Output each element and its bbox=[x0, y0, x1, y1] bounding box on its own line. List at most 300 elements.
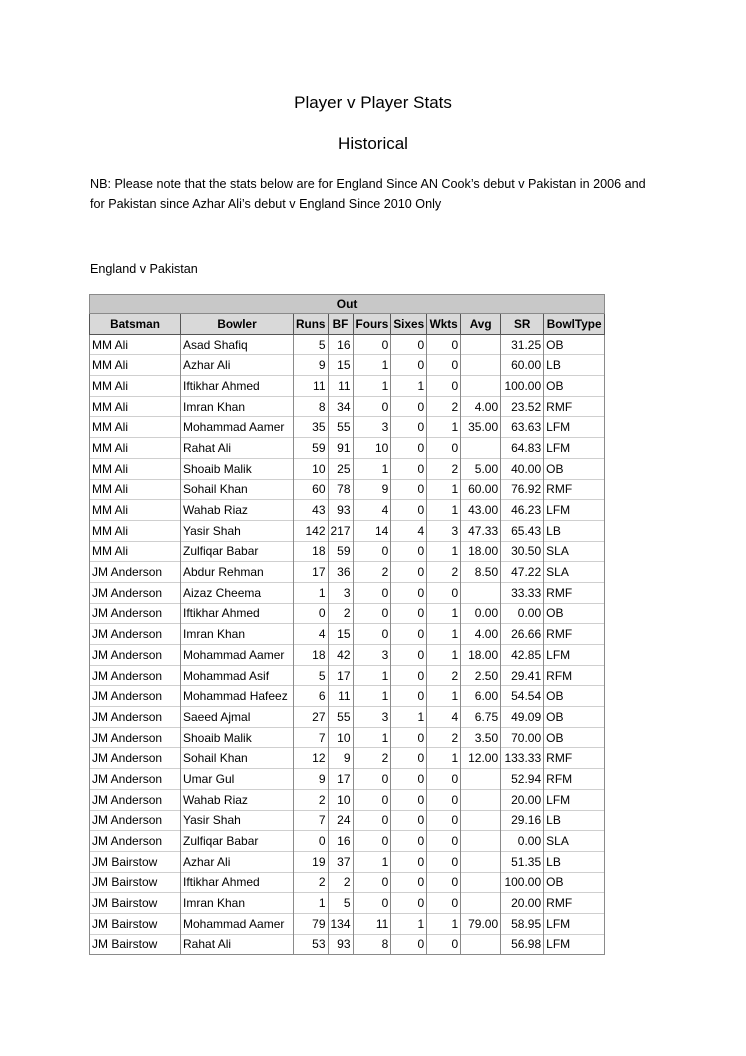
cell-sr: 47.22 bbox=[501, 562, 544, 583]
cell-sixes: 0 bbox=[391, 665, 427, 686]
cell-fours: 0 bbox=[353, 582, 391, 603]
cell-wkts: 1 bbox=[427, 645, 461, 666]
cell-fours: 0 bbox=[353, 789, 391, 810]
cell-sixes: 1 bbox=[391, 707, 427, 728]
cell-bowler: Rahat Ali bbox=[181, 438, 294, 459]
table-row bbox=[90, 355, 605, 376]
cell-runs: 19 bbox=[294, 851, 329, 872]
cell-bowler: Abdur Rehman bbox=[181, 562, 294, 583]
cell-wkts: 4 bbox=[427, 707, 461, 728]
cell-bowler: Saeed Ajmal bbox=[181, 707, 294, 728]
cell-wkts: 0 bbox=[427, 810, 461, 831]
column-header-avg: Avg bbox=[461, 314, 501, 335]
cell-bf: 9 bbox=[328, 748, 353, 769]
cell-batsman: MM Ali bbox=[90, 520, 181, 541]
table-row bbox=[90, 686, 605, 707]
cell-runs: 4 bbox=[294, 624, 329, 645]
cell-wkts: 1 bbox=[427, 624, 461, 645]
cell-fours: 1 bbox=[353, 686, 391, 707]
cell-runs: 60 bbox=[294, 479, 329, 500]
cell-sr: 29.41 bbox=[501, 665, 544, 686]
cell-fours: 10 bbox=[353, 438, 391, 459]
cell-fours: 1 bbox=[353, 727, 391, 748]
cell-bowltype: OB bbox=[544, 707, 605, 728]
cell-avg: 3.50 bbox=[461, 727, 501, 748]
cell-avg: 5.00 bbox=[461, 458, 501, 479]
column-header-sr: SR bbox=[501, 314, 544, 335]
cell-sr: 31.25 bbox=[501, 334, 544, 355]
cell-fours: 2 bbox=[353, 562, 391, 583]
note-paragraph: NB: Please note that the stats below are for England Since AN Cook’s debut v Pakistan in 2006 and for Pakistan since Azhar Ali’s debut v England Since 2010 Only bbox=[90, 177, 646, 211]
cell-batsman: JM Anderson bbox=[90, 831, 181, 852]
cell-fours: 1 bbox=[353, 665, 391, 686]
cell-bowler: Mohammad Asif bbox=[181, 665, 294, 686]
table-row bbox=[90, 438, 605, 459]
cell-batsman: MM Ali bbox=[90, 438, 181, 459]
cell-fours: 1 bbox=[353, 355, 391, 376]
cell-batsman: JM Bairstow bbox=[90, 893, 181, 914]
cell-fours: 0 bbox=[353, 334, 391, 355]
table-row bbox=[90, 458, 605, 479]
column-header-wkts: Wkts bbox=[427, 314, 461, 335]
cell-fours: 0 bbox=[353, 603, 391, 624]
cell-sixes: 0 bbox=[391, 396, 427, 417]
cell-sixes: 0 bbox=[391, 851, 427, 872]
column-header-sixes: Sixes bbox=[391, 314, 427, 335]
cell-bowltype: LFM bbox=[544, 500, 605, 521]
cell-avg bbox=[461, 376, 501, 397]
cell-sr: 40.00 bbox=[501, 458, 544, 479]
cell-bowltype: SLA bbox=[544, 541, 605, 562]
cell-bf: 15 bbox=[328, 355, 353, 376]
cell-fours: 0 bbox=[353, 396, 391, 417]
cell-avg: 2.50 bbox=[461, 665, 501, 686]
cell-fours: 3 bbox=[353, 417, 391, 438]
table-row bbox=[90, 769, 605, 790]
table-row bbox=[90, 541, 605, 562]
cell-bf: 134 bbox=[328, 913, 353, 934]
cell-bf: 42 bbox=[328, 645, 353, 666]
cell-bowltype: LFM bbox=[544, 645, 605, 666]
cell-avg bbox=[461, 438, 501, 459]
cell-bowler: Mohammad Aamer bbox=[181, 417, 294, 438]
cell-bf: 25 bbox=[328, 458, 353, 479]
cell-wkts: 2 bbox=[427, 458, 461, 479]
cell-runs: 27 bbox=[294, 707, 329, 728]
cell-sixes: 0 bbox=[391, 831, 427, 852]
cell-sixes: 0 bbox=[391, 893, 427, 914]
cell-wkts: 1 bbox=[427, 686, 461, 707]
cell-sr: 0.00 bbox=[501, 603, 544, 624]
cell-sr: 29.16 bbox=[501, 810, 544, 831]
cell-bowler: Mohammad Hafeez bbox=[181, 686, 294, 707]
cell-bf: 37 bbox=[328, 851, 353, 872]
cell-bf: 93 bbox=[328, 500, 353, 521]
cell-bf: 59 bbox=[328, 541, 353, 562]
cell-sr: 26.66 bbox=[501, 624, 544, 645]
cell-avg: 0.00 bbox=[461, 603, 501, 624]
cell-wkts: 2 bbox=[427, 727, 461, 748]
cell-runs: 1 bbox=[294, 893, 329, 914]
cell-bowler: Wahab Riaz bbox=[181, 500, 294, 521]
cell-avg: 6.00 bbox=[461, 686, 501, 707]
cell-wkts: 0 bbox=[427, 934, 461, 955]
cell-wkts: 0 bbox=[427, 831, 461, 852]
cell-runs: 2 bbox=[294, 872, 329, 893]
cell-bowltype: OB bbox=[544, 727, 605, 748]
cell-bowltype: LFM bbox=[544, 789, 605, 810]
cell-bowler: Aizaz Cheema bbox=[181, 582, 294, 603]
cell-sr: 58.95 bbox=[501, 913, 544, 934]
cell-avg bbox=[461, 582, 501, 603]
cell-bowler: Asad Shafiq bbox=[181, 334, 294, 355]
cell-batsman: JM Anderson bbox=[90, 624, 181, 645]
cell-sixes: 1 bbox=[391, 376, 427, 397]
cell-runs: 10 bbox=[294, 458, 329, 479]
cell-batsman: JM Bairstow bbox=[90, 872, 181, 893]
cell-runs: 6 bbox=[294, 686, 329, 707]
cell-bowltype: RMF bbox=[544, 624, 605, 645]
cell-wkts: 2 bbox=[427, 396, 461, 417]
cell-bf: 17 bbox=[328, 769, 353, 790]
cell-runs: 0 bbox=[294, 603, 329, 624]
cell-avg: 43.00 bbox=[461, 500, 501, 521]
cell-sr: 60.00 bbox=[501, 355, 544, 376]
cell-bowltype: LB bbox=[544, 355, 605, 376]
table-row bbox=[90, 707, 605, 728]
cell-avg bbox=[461, 851, 501, 872]
cell-batsman: MM Ali bbox=[90, 479, 181, 500]
cell-runs: 5 bbox=[294, 334, 329, 355]
table-row bbox=[90, 789, 605, 810]
cell-sixes: 0 bbox=[391, 645, 427, 666]
cell-batsman: JM Anderson bbox=[90, 810, 181, 831]
cell-bowler: Yasir Shah bbox=[181, 810, 294, 831]
cell-wkts: 0 bbox=[427, 438, 461, 459]
cell-avg bbox=[461, 810, 501, 831]
cell-sixes: 4 bbox=[391, 520, 427, 541]
table-row bbox=[90, 748, 605, 769]
column-header-fours: Fours bbox=[353, 314, 391, 335]
cell-sixes: 0 bbox=[391, 624, 427, 645]
cell-sr: 56.98 bbox=[501, 934, 544, 955]
cell-fours: 14 bbox=[353, 520, 391, 541]
cell-bf: 93 bbox=[328, 934, 353, 955]
cell-avg bbox=[461, 355, 501, 376]
cell-bowler: Zulfiqar Babar bbox=[181, 831, 294, 852]
cell-batsman: MM Ali bbox=[90, 541, 181, 562]
cell-bowltype: LFM bbox=[544, 934, 605, 955]
section-heading: England v Pakistan bbox=[90, 262, 198, 276]
cell-bf: 3 bbox=[328, 582, 353, 603]
cell-wkts: 2 bbox=[427, 562, 461, 583]
cell-bowltype: RMF bbox=[544, 396, 605, 417]
cell-bf: 11 bbox=[328, 376, 353, 397]
cell-runs: 79 bbox=[294, 913, 329, 934]
cell-runs: 18 bbox=[294, 645, 329, 666]
column-header-row bbox=[90, 314, 605, 335]
page-subtitle: Historical bbox=[338, 134, 408, 153]
cell-batsman: MM Ali bbox=[90, 396, 181, 417]
cell-fours: 1 bbox=[353, 851, 391, 872]
cell-bowltype: RMF bbox=[544, 748, 605, 769]
cell-bowltype: RFM bbox=[544, 665, 605, 686]
cell-runs: 9 bbox=[294, 355, 329, 376]
cell-bowler: Iftikhar Ahmed bbox=[181, 603, 294, 624]
cell-runs: 8 bbox=[294, 396, 329, 417]
cell-bowltype: RMF bbox=[544, 582, 605, 603]
cell-bowler: Rahat Ali bbox=[181, 934, 294, 955]
cell-avg bbox=[461, 934, 501, 955]
cell-fours: 0 bbox=[353, 624, 391, 645]
cell-bowltype: RMF bbox=[544, 479, 605, 500]
cell-fours: 1 bbox=[353, 376, 391, 397]
cell-runs: 53 bbox=[294, 934, 329, 955]
cell-sixes: 0 bbox=[391, 748, 427, 769]
table-row bbox=[90, 520, 605, 541]
cell-batsman: JM Anderson bbox=[90, 686, 181, 707]
cell-runs: 9 bbox=[294, 769, 329, 790]
cell-fours: 1 bbox=[353, 458, 391, 479]
table-row bbox=[90, 624, 605, 645]
cell-runs: 7 bbox=[294, 810, 329, 831]
cell-bowltype: OB bbox=[544, 686, 605, 707]
cell-avg: 4.00 bbox=[461, 396, 501, 417]
cell-bowler: Iftikhar Ahmed bbox=[181, 376, 294, 397]
cell-sr: 65.43 bbox=[501, 520, 544, 541]
cell-batsman: JM Anderson bbox=[90, 603, 181, 624]
cell-avg: 18.00 bbox=[461, 645, 501, 666]
cell-bowltype: OB bbox=[544, 334, 605, 355]
cell-avg: 79.00 bbox=[461, 913, 501, 934]
cell-sr: 42.85 bbox=[501, 645, 544, 666]
cell-sr: 30.50 bbox=[501, 541, 544, 562]
cell-wkts: 0 bbox=[427, 769, 461, 790]
cell-fours: 8 bbox=[353, 934, 391, 955]
cell-runs: 17 bbox=[294, 562, 329, 583]
table-row bbox=[90, 396, 605, 417]
table-row bbox=[90, 665, 605, 686]
cell-runs: 142 bbox=[294, 520, 329, 541]
table-row bbox=[90, 810, 605, 831]
cell-bowltype: LB bbox=[544, 851, 605, 872]
table-row bbox=[90, 851, 605, 872]
cell-runs: 35 bbox=[294, 417, 329, 438]
cell-wkts: 1 bbox=[427, 913, 461, 934]
cell-runs: 43 bbox=[294, 500, 329, 521]
cell-sixes: 0 bbox=[391, 686, 427, 707]
cell-batsman: JM Anderson bbox=[90, 707, 181, 728]
cell-bf: 16 bbox=[328, 831, 353, 852]
cell-sr: 46.23 bbox=[501, 500, 544, 521]
cell-bf: 17 bbox=[328, 665, 353, 686]
column-header-bf: BF bbox=[328, 314, 353, 335]
column-header-runs: Runs bbox=[294, 314, 329, 335]
cell-sr: 49.09 bbox=[501, 707, 544, 728]
cell-batsman: JM Anderson bbox=[90, 727, 181, 748]
cell-runs: 18 bbox=[294, 541, 329, 562]
cell-bowler: Yasir Shah bbox=[181, 520, 294, 541]
cell-fours: 0 bbox=[353, 893, 391, 914]
cell-avg bbox=[461, 334, 501, 355]
cell-bowler: Azhar Ali bbox=[181, 851, 294, 872]
cell-sixes: 0 bbox=[391, 438, 427, 459]
column-header-bowltype: BowlType bbox=[544, 314, 605, 335]
page-title: Player v Player Stats bbox=[294, 93, 452, 112]
cell-sr: 64.83 bbox=[501, 438, 544, 459]
cell-sr: 0.00 bbox=[501, 831, 544, 852]
cell-bf: 10 bbox=[328, 789, 353, 810]
cell-fours: 0 bbox=[353, 541, 391, 562]
cell-batsman: JM Anderson bbox=[90, 665, 181, 686]
cell-bowltype: LFM bbox=[544, 417, 605, 438]
cell-wkts: 1 bbox=[427, 500, 461, 521]
table-row bbox=[90, 872, 605, 893]
cell-batsman: JM Anderson bbox=[90, 769, 181, 790]
cell-fours: 2 bbox=[353, 748, 391, 769]
cell-fours: 0 bbox=[353, 872, 391, 893]
cell-sixes: 0 bbox=[391, 769, 427, 790]
table-row bbox=[90, 831, 605, 852]
cell-batsman: JM Anderson bbox=[90, 748, 181, 769]
column-header-bowler: Bowler bbox=[181, 314, 294, 335]
cell-bf: 34 bbox=[328, 396, 353, 417]
cell-avg: 4.00 bbox=[461, 624, 501, 645]
cell-avg: 60.00 bbox=[461, 479, 501, 500]
cell-bowltype: OB bbox=[544, 603, 605, 624]
cell-bf: 2 bbox=[328, 603, 353, 624]
cell-bowler: Azhar Ali bbox=[181, 355, 294, 376]
cell-bowltype: OB bbox=[544, 376, 605, 397]
cell-bf: 10 bbox=[328, 727, 353, 748]
cell-runs: 7 bbox=[294, 727, 329, 748]
cell-sr: 100.00 bbox=[501, 376, 544, 397]
cell-batsman: MM Ali bbox=[90, 417, 181, 438]
cell-sr: 54.54 bbox=[501, 686, 544, 707]
cell-wkts: 1 bbox=[427, 541, 461, 562]
cell-batsman: JM Anderson bbox=[90, 645, 181, 666]
cell-fours: 3 bbox=[353, 645, 391, 666]
cell-avg bbox=[461, 831, 501, 852]
cell-fours: 3 bbox=[353, 707, 391, 728]
cell-sr: 51.35 bbox=[501, 851, 544, 872]
cell-bowler: Zulfiqar Babar bbox=[181, 541, 294, 562]
cell-avg: 8.50 bbox=[461, 562, 501, 583]
cell-avg bbox=[461, 769, 501, 790]
cell-wkts: 1 bbox=[427, 748, 461, 769]
cell-bf: 217 bbox=[328, 520, 353, 541]
cell-bf: 2 bbox=[328, 872, 353, 893]
cell-sr: 76.92 bbox=[501, 479, 544, 500]
cell-runs: 11 bbox=[294, 376, 329, 397]
cell-fours: 0 bbox=[353, 831, 391, 852]
cell-bowler: Imran Khan bbox=[181, 624, 294, 645]
cell-bf: 11 bbox=[328, 686, 353, 707]
cell-bf: 91 bbox=[328, 438, 353, 459]
cell-avg: 12.00 bbox=[461, 748, 501, 769]
cell-sr: 20.00 bbox=[501, 893, 544, 914]
cell-wkts: 1 bbox=[427, 603, 461, 624]
cell-runs: 2 bbox=[294, 789, 329, 810]
cell-bf: 5 bbox=[328, 893, 353, 914]
cell-wkts: 0 bbox=[427, 789, 461, 810]
cell-sixes: 0 bbox=[391, 562, 427, 583]
cell-bowler: Sohail Khan bbox=[181, 479, 294, 500]
cell-sixes: 0 bbox=[391, 417, 427, 438]
table-row bbox=[90, 913, 605, 934]
table-row bbox=[90, 479, 605, 500]
cell-bf: 55 bbox=[328, 707, 353, 728]
cell-bowltype: OB bbox=[544, 872, 605, 893]
cell-batsman: MM Ali bbox=[90, 500, 181, 521]
cell-sixes: 0 bbox=[391, 355, 427, 376]
cell-bf: 55 bbox=[328, 417, 353, 438]
cell-bf: 15 bbox=[328, 624, 353, 645]
cell-bf: 78 bbox=[328, 479, 353, 500]
cell-fours: 0 bbox=[353, 810, 391, 831]
cell-bowler: Sohail Khan bbox=[181, 748, 294, 769]
cell-wkts: 0 bbox=[427, 355, 461, 376]
cell-batsman: JM Bairstow bbox=[90, 913, 181, 934]
cell-bowler: Shoaib Malik bbox=[181, 458, 294, 479]
table-row bbox=[90, 500, 605, 521]
cell-fours: 11 bbox=[353, 913, 391, 934]
cell-wkts: 0 bbox=[427, 334, 461, 355]
cell-wkts: 0 bbox=[427, 872, 461, 893]
cell-bowltype: RFM bbox=[544, 769, 605, 790]
table-row bbox=[90, 645, 605, 666]
cell-sr: 52.94 bbox=[501, 769, 544, 790]
cell-bowltype: SLA bbox=[544, 831, 605, 852]
cell-batsman: JM Anderson bbox=[90, 562, 181, 583]
cell-bowler: Imran Khan bbox=[181, 893, 294, 914]
table-row bbox=[90, 582, 605, 603]
cell-sixes: 1 bbox=[391, 913, 427, 934]
cell-bowler: Mohammad Aamer bbox=[181, 913, 294, 934]
cell-batsman: JM Anderson bbox=[90, 582, 181, 603]
cell-sixes: 0 bbox=[391, 479, 427, 500]
cell-avg: 47.33 bbox=[461, 520, 501, 541]
cell-sixes: 0 bbox=[391, 934, 427, 955]
cell-sixes: 0 bbox=[391, 500, 427, 521]
stats-table bbox=[89, 294, 605, 955]
cell-bowltype: LB bbox=[544, 520, 605, 541]
cell-sr: 100.00 bbox=[501, 872, 544, 893]
cell-wkts: 0 bbox=[427, 582, 461, 603]
cell-runs: 5 bbox=[294, 665, 329, 686]
cell-batsman: JM Bairstow bbox=[90, 851, 181, 872]
cell-avg bbox=[461, 872, 501, 893]
table-body bbox=[90, 334, 605, 955]
table-row bbox=[90, 417, 605, 438]
cell-sixes: 0 bbox=[391, 789, 427, 810]
cell-runs: 59 bbox=[294, 438, 329, 459]
table-row bbox=[90, 376, 605, 397]
cell-fours: 4 bbox=[353, 500, 391, 521]
cell-runs: 0 bbox=[294, 831, 329, 852]
cell-sr: 70.00 bbox=[501, 727, 544, 748]
cell-wkts: 2 bbox=[427, 665, 461, 686]
cell-bowltype: LB bbox=[544, 810, 605, 831]
table-row bbox=[90, 727, 605, 748]
cell-sixes: 0 bbox=[391, 603, 427, 624]
table-row bbox=[90, 934, 605, 955]
cell-fours: 9 bbox=[353, 479, 391, 500]
cell-wkts: 1 bbox=[427, 417, 461, 438]
cell-wkts: 0 bbox=[427, 376, 461, 397]
cell-sixes: 0 bbox=[391, 810, 427, 831]
cell-sixes: 0 bbox=[391, 582, 427, 603]
